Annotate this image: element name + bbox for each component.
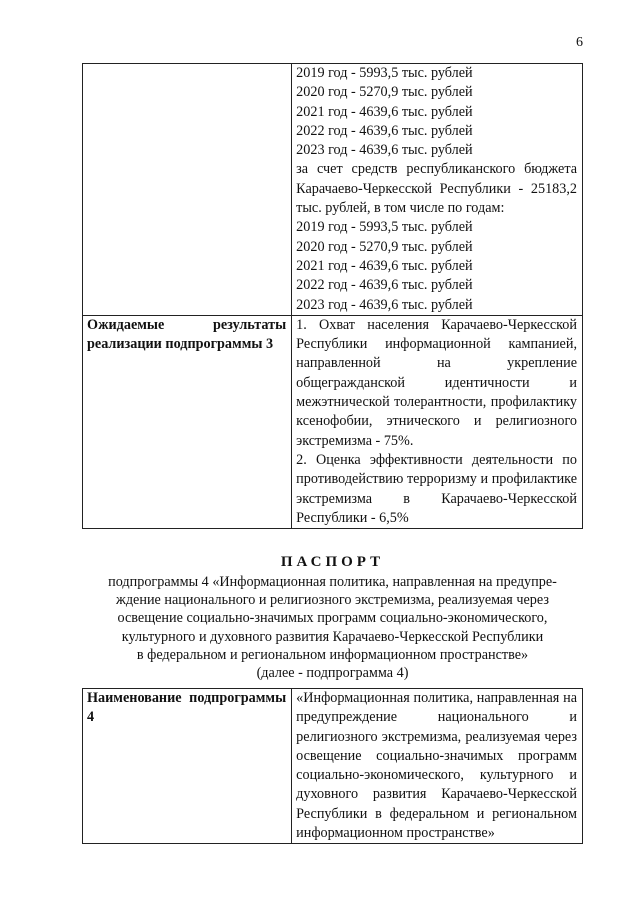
funding-table [82, 63, 583, 529]
subprogram-name-label: Наименование подпрограммы 4 [83, 689, 292, 844]
funding-line: 2023 год - 4639,6 тыс. рублей [296, 142, 473, 159]
table-row [83, 64, 583, 316]
funding-line: 2022 год - 4639,6 тыс. рублей [296, 277, 473, 294]
expected-results-cell [292, 315, 583, 528]
expected-result-item-2: 2. Оценка эффективности деятельности по противодействию терроризму и профилактике экстремизма в Карачаево-Черкесской Республики - 6,5% [296, 451, 577, 526]
passport-heading [82, 553, 583, 682]
table-cell-left-empty [83, 64, 292, 316]
funding-line: 2022 год - 4639,6 тыс. рублей [296, 122, 473, 139]
funding-source-text: за счет средств республиканского бюджета Карачаево-Черкесской Республики - 25183,2 тыс. рублей, в том числе по годам: [296, 161, 577, 217]
expected-result-item-1: 1. Охват населения Карачаево-Черкесской Республики информационной кампанией, направленной на укрепление общегражданской идентичности и межэтнической толерантности, профилактику ксенофобии, этнического и религиозного экстремизма - 75%. [296, 316, 577, 449]
passport-subtitle-line: освещение социально-значимых программ социально-экономического, [117, 610, 548, 627]
passport-subtitle-line: в федеральном и региональном информационном пространстве» [136, 646, 529, 663]
funding-line: 2021 год - 4639,6 тыс. рублей [296, 103, 473, 120]
page-number: 6 [576, 35, 583, 50]
subprogram-name-value: «Информационная политика, направленная на предупреждение национального и религиозного экстремизма, реализуемая через освещение социально-значимых программ социально-экономического, культурного и духовного развития Карачаево-Черкесской Республики в федеральном и региональном информационном пространстве» [292, 689, 583, 844]
expected-results-label: Ожидаемые результаты реализации подпрограммы 3 [83, 315, 292, 528]
funding-line: 2021 год - 4639,6 тыс. рублей [296, 257, 473, 274]
funding-line: 2023 год - 4639,6 тыс. рублей [296, 296, 473, 313]
table-row [83, 315, 583, 528]
passport-table [82, 688, 583, 844]
funding-line: 2019 год - 5993,5 тыс. рублей [296, 219, 473, 236]
passport-subtitle-line: подпрограммы 4 «Информационная политика, направленная на предупре- [108, 574, 557, 590]
table-row [83, 689, 583, 844]
passport-subtitle-line: культурного и духовного развития Карачаево-Черкесской Республики [121, 628, 544, 645]
funding-line: 2020 год - 5270,9 тыс. рублей [296, 238, 473, 255]
passport-subtitle-line: ждение национального и религиозного экстремизма, реализуемая через [116, 592, 549, 609]
passport-subtitle-line: (далее - подпрограмма 4) [256, 665, 409, 682]
funding-line: 2019 год - 5993,5 тыс. рублей [296, 65, 473, 81]
passport-subtitle [82, 573, 583, 682]
funding-cell [292, 64, 583, 316]
passport-title: ПАСПОРТ [280, 554, 385, 570]
funding-line: 2020 год - 5270,9 тыс. рублей [296, 84, 473, 101]
